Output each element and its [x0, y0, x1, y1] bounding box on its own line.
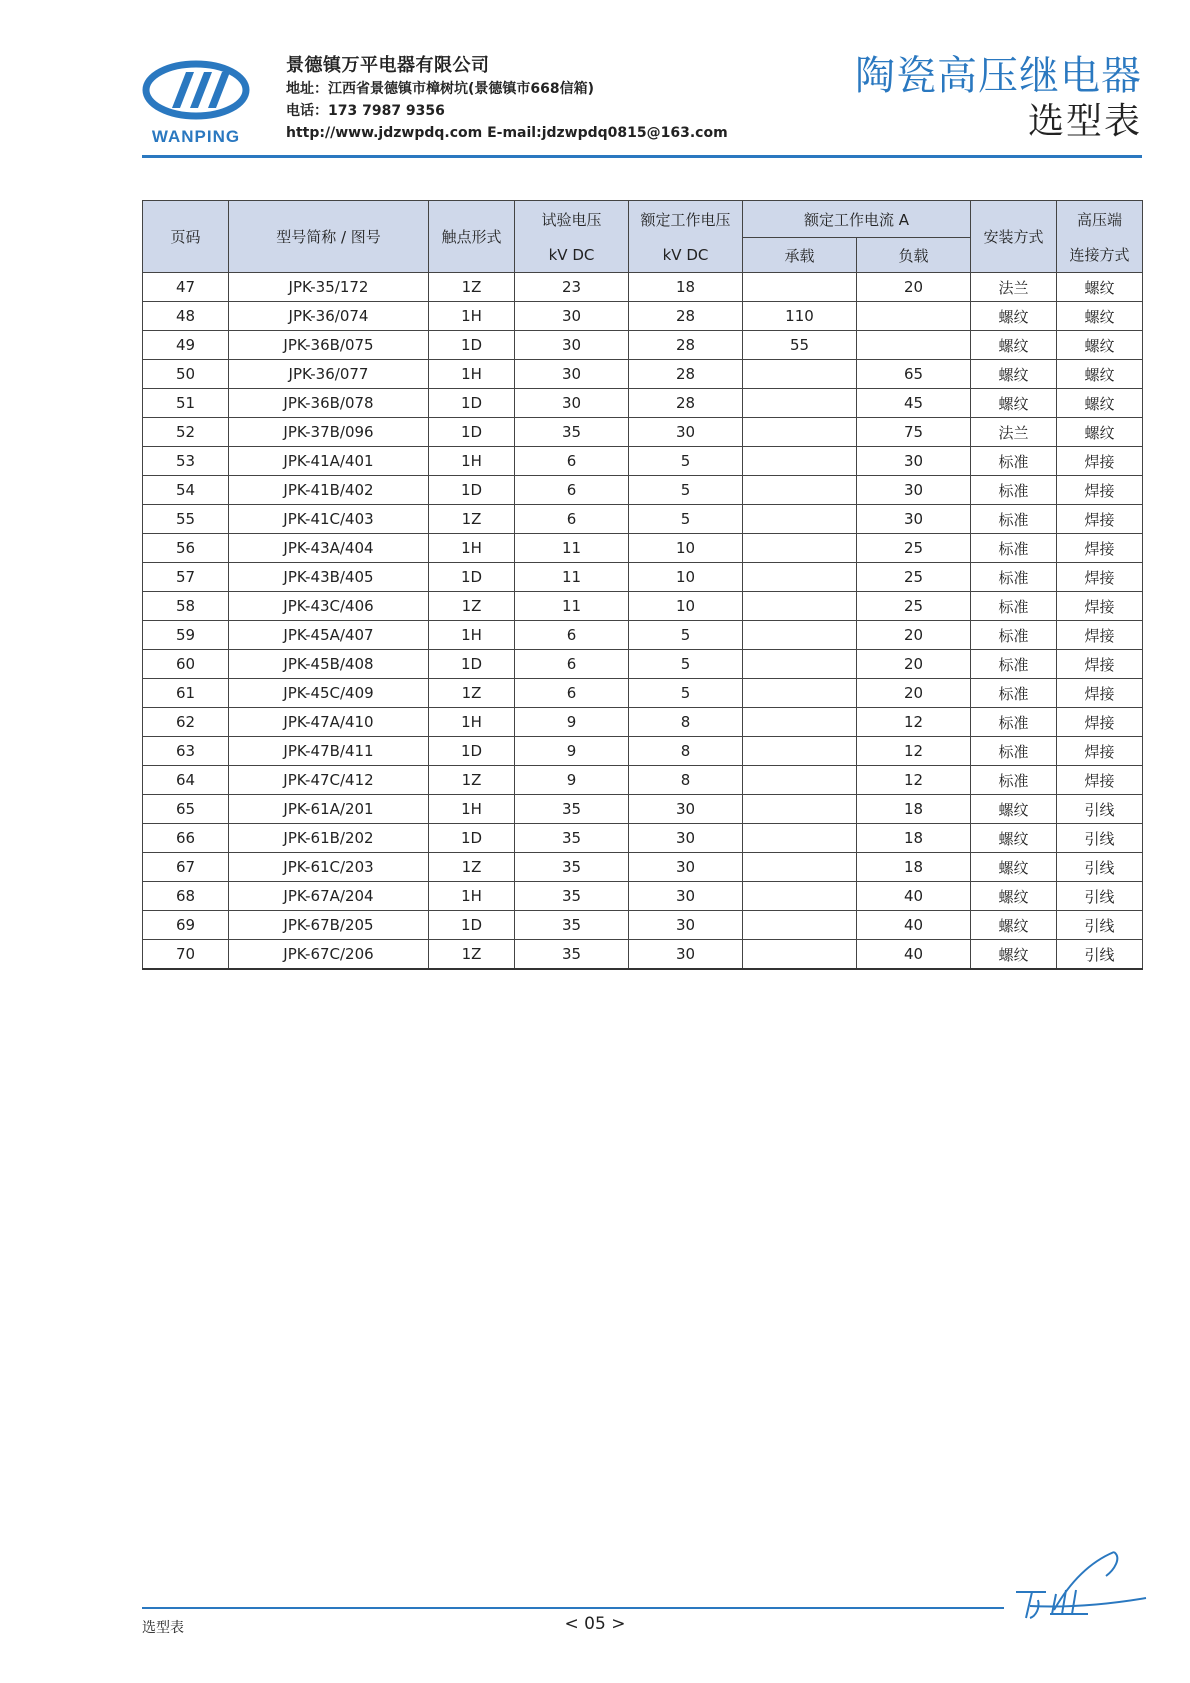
cell-test: 9: [515, 766, 629, 795]
table-body: [143, 273, 1143, 970]
cell-test: 6: [515, 447, 629, 476]
cell-load: 20: [857, 679, 971, 708]
cell-carry: [743, 679, 857, 708]
cell-page: 55: [143, 505, 229, 534]
cell-conn: 焊接: [1057, 737, 1143, 766]
cell-mount: 标准: [971, 563, 1057, 592]
table-header: [143, 201, 1143, 273]
document-title-block: [855, 52, 1142, 144]
cell-carry: [743, 563, 857, 592]
table-row: [143, 389, 1143, 418]
cell-conn: 引线: [1057, 911, 1143, 940]
cell-contact: 1Z: [429, 766, 515, 795]
cell-test: 11: [515, 563, 629, 592]
cell-mount: 法兰: [971, 273, 1057, 302]
cell-model: JPK-67A/204: [229, 882, 429, 911]
cell-model: JPK-61C/203: [229, 853, 429, 882]
cell-page: 66: [143, 824, 229, 853]
table-row: [143, 563, 1143, 592]
cell-rated: 10: [629, 563, 743, 592]
table-row: [143, 853, 1143, 882]
cell-load: 12: [857, 708, 971, 737]
cell-mount: 螺纹: [971, 795, 1057, 824]
cell-carry: [743, 911, 857, 940]
cell-carry: [743, 592, 857, 621]
company-web-email: http://www.jdzwpdq.com E-mail:jdzwpdq0815@163.com: [286, 125, 728, 141]
cell-model: JPK-45A/407: [229, 621, 429, 650]
cell-rated: 5: [629, 679, 743, 708]
header-test-voltage-unit: kV DC: [515, 238, 629, 273]
cell-page: 67: [143, 853, 229, 882]
cell-load: 40: [857, 882, 971, 911]
header-hv-connection: 连接方式: [1057, 238, 1143, 273]
cell-page: 68: [143, 882, 229, 911]
cell-contact: 1H: [429, 360, 515, 389]
cell-load: 25: [857, 563, 971, 592]
cell-page: 53: [143, 447, 229, 476]
header-hv-terminal: 高压端: [1057, 201, 1143, 238]
table-row: [143, 911, 1143, 940]
cell-test: 9: [515, 708, 629, 737]
header-carry: 承载: [743, 238, 857, 273]
cell-contact: 1Z: [429, 273, 515, 302]
company-name: 景德镇万平电器有限公司: [286, 55, 490, 76]
cell-rated: 28: [629, 302, 743, 331]
table-row: [143, 708, 1143, 737]
cell-carry: [743, 534, 857, 563]
cell-page: 59: [143, 621, 229, 650]
cell-test: 30: [515, 331, 629, 360]
cell-page: 65: [143, 795, 229, 824]
company-info: [286, 54, 728, 144]
cell-carry: [743, 273, 857, 302]
cell-test: 6: [515, 679, 629, 708]
table-row: [143, 505, 1143, 534]
table-row: [143, 650, 1143, 679]
cell-mount: 标准: [971, 592, 1057, 621]
cell-carry: [743, 650, 857, 679]
cell-test: 6: [515, 621, 629, 650]
cell-mount: 标准: [971, 679, 1057, 708]
cell-rated: 5: [629, 447, 743, 476]
cell-rated: 10: [629, 534, 743, 563]
cell-load: [857, 302, 971, 331]
table-row: [143, 882, 1143, 911]
cell-model: JPK-36/077: [229, 360, 429, 389]
cell-load: 12: [857, 737, 971, 766]
header-rated-current: 额定工作电流 A: [743, 201, 971, 238]
table-row: [143, 360, 1143, 389]
cell-test: 6: [515, 650, 629, 679]
cell-load: 40: [857, 940, 971, 970]
cell-mount: 法兰: [971, 418, 1057, 447]
header-rated-voltage-unit: kV DC: [629, 238, 743, 273]
cell-contact: 1H: [429, 795, 515, 824]
cell-model: JPK-36B/078: [229, 389, 429, 418]
cell-mount: 标准: [971, 476, 1057, 505]
document-title: 陶瓷高压继电器: [855, 53, 1142, 99]
cell-carry: [743, 360, 857, 389]
table-row: [143, 795, 1143, 824]
cell-carry: [743, 447, 857, 476]
footer-divider: [142, 1607, 1004, 1609]
cell-conn: 螺纹: [1057, 331, 1143, 360]
cell-carry: [743, 795, 857, 824]
cell-test: 35: [515, 418, 629, 447]
cell-carry: [743, 882, 857, 911]
cell-page: 58: [143, 592, 229, 621]
cell-conn: 引线: [1057, 824, 1143, 853]
cell-page: 51: [143, 389, 229, 418]
cell-page: 61: [143, 679, 229, 708]
cell-conn: 焊接: [1057, 650, 1143, 679]
cell-carry: [743, 505, 857, 534]
cell-test: 35: [515, 940, 629, 970]
cell-contact: 1D: [429, 911, 515, 940]
header-contact: 触点形式: [429, 201, 515, 273]
cell-test: 30: [515, 389, 629, 418]
table-row: [143, 737, 1143, 766]
cell-conn: 焊接: [1057, 679, 1143, 708]
cell-page: 47: [143, 273, 229, 302]
cell-load: 45: [857, 389, 971, 418]
cell-mount: 标准: [971, 447, 1057, 476]
cell-mount: 标准: [971, 621, 1057, 650]
cell-load: 65: [857, 360, 971, 389]
cell-conn: 焊接: [1057, 476, 1143, 505]
cell-conn: 螺纹: [1057, 302, 1143, 331]
cell-carry: [743, 853, 857, 882]
cell-mount: 标准: [971, 737, 1057, 766]
selection-table: [142, 200, 1143, 970]
cell-rated: 5: [629, 621, 743, 650]
cell-load: 25: [857, 534, 971, 563]
cell-contact: 1Z: [429, 679, 515, 708]
cell-page: 57: [143, 563, 229, 592]
table-row: [143, 592, 1143, 621]
cell-conn: 螺纹: [1057, 360, 1143, 389]
cell-model: JPK-47B/411: [229, 737, 429, 766]
header-mount: 安装方式: [971, 201, 1057, 273]
cell-carry: 55: [743, 331, 857, 360]
cell-model: JPK-61A/201: [229, 795, 429, 824]
cell-rated: 8: [629, 708, 743, 737]
cell-model: JPK-41C/403: [229, 505, 429, 534]
cell-rated: 30: [629, 882, 743, 911]
cell-carry: 110: [743, 302, 857, 331]
cell-load: [857, 331, 971, 360]
cell-load: 30: [857, 505, 971, 534]
cell-model: JPK-43B/405: [229, 563, 429, 592]
cell-carry: [743, 621, 857, 650]
cell-conn: 焊接: [1057, 534, 1143, 563]
cell-conn: 焊接: [1057, 621, 1143, 650]
cell-conn: 焊接: [1057, 708, 1143, 737]
cell-model: JPK-61B/202: [229, 824, 429, 853]
cell-carry: [743, 418, 857, 447]
cell-contact: 1Z: [429, 940, 515, 970]
header-load: 负载: [857, 238, 971, 273]
cell-model: JPK-37B/096: [229, 418, 429, 447]
cell-rated: 18: [629, 273, 743, 302]
cell-test: 30: [515, 302, 629, 331]
cell-model: JPK-41B/402: [229, 476, 429, 505]
cell-carry: [743, 476, 857, 505]
cell-rated: 5: [629, 505, 743, 534]
cell-page: 62: [143, 708, 229, 737]
cell-contact: 1D: [429, 418, 515, 447]
cell-model: JPK-43A/404: [229, 534, 429, 563]
cell-test: 23: [515, 273, 629, 302]
cell-conn: 引线: [1057, 853, 1143, 882]
cell-model: JPK-45B/408: [229, 650, 429, 679]
cell-model: JPK-41A/401: [229, 447, 429, 476]
cell-load: 30: [857, 447, 971, 476]
cell-rated: 30: [629, 853, 743, 882]
cell-carry: [743, 708, 857, 737]
cell-carry: [743, 940, 857, 970]
cell-mount: 螺纹: [971, 882, 1057, 911]
document-subtitle: 选型表: [1027, 101, 1142, 142]
cell-rated: 5: [629, 476, 743, 505]
cell-test: 11: [515, 592, 629, 621]
cell-contact: 1D: [429, 824, 515, 853]
cell-model: JPK-67B/205: [229, 911, 429, 940]
cell-page: 64: [143, 766, 229, 795]
cell-model: JPK-36/074: [229, 302, 429, 331]
table-row: [143, 447, 1143, 476]
cell-load: 30: [857, 476, 971, 505]
cell-page: 48: [143, 302, 229, 331]
cell-conn: 螺纹: [1057, 389, 1143, 418]
cell-mount: 螺纹: [971, 389, 1057, 418]
cell-rated: 28: [629, 331, 743, 360]
cell-contact: 1H: [429, 621, 515, 650]
cell-contact: 1H: [429, 882, 515, 911]
cell-page: 52: [143, 418, 229, 447]
cell-mount: 标准: [971, 766, 1057, 795]
cell-rated: 10: [629, 592, 743, 621]
cell-conn: 引线: [1057, 940, 1143, 970]
cell-contact: 1Z: [429, 853, 515, 882]
company-logo: [138, 58, 254, 148]
cell-load: 18: [857, 824, 971, 853]
cell-contact: 1D: [429, 476, 515, 505]
table-row: [143, 679, 1143, 708]
table-row: [143, 331, 1143, 360]
cell-test: 35: [515, 795, 629, 824]
cell-carry: [743, 737, 857, 766]
header-divider: [142, 155, 1142, 158]
cell-model: JPK-35/172: [229, 273, 429, 302]
table-row: [143, 476, 1143, 505]
cell-load: 18: [857, 853, 971, 882]
cell-page: 54: [143, 476, 229, 505]
header-page: 页码: [143, 201, 229, 273]
header-model: 型号简称 / 图号: [229, 201, 429, 273]
cell-contact: 1Z: [429, 592, 515, 621]
table-row: [143, 940, 1143, 970]
cell-rated: 8: [629, 766, 743, 795]
cell-contact: 1H: [429, 708, 515, 737]
cell-contact: 1Z: [429, 505, 515, 534]
cell-test: 11: [515, 534, 629, 563]
header-test-voltage: 试验电压: [515, 201, 629, 238]
cell-rated: 30: [629, 940, 743, 970]
cell-load: 12: [857, 766, 971, 795]
cell-contact: 1D: [429, 650, 515, 679]
cell-test: 30: [515, 360, 629, 389]
page-number: < 05 >: [564, 1614, 626, 1634]
cell-carry: [743, 824, 857, 853]
cell-page: 63: [143, 737, 229, 766]
table-row: [143, 766, 1143, 795]
cell-model: JPK-47A/410: [229, 708, 429, 737]
cell-contact: 1H: [429, 534, 515, 563]
cell-test: 35: [515, 911, 629, 940]
cell-contact: 1H: [429, 447, 515, 476]
cell-model: JPK-36B/075: [229, 331, 429, 360]
cell-contact: 1D: [429, 737, 515, 766]
table-row: [143, 824, 1143, 853]
table-row: [143, 273, 1143, 302]
cell-contact: 1D: [429, 389, 515, 418]
cell-page: 56: [143, 534, 229, 563]
cell-rated: 28: [629, 389, 743, 418]
cell-model: JPK-45C/409: [229, 679, 429, 708]
cell-conn: 焊接: [1057, 592, 1143, 621]
cell-mount: 螺纹: [971, 940, 1057, 970]
cell-rated: 5: [629, 650, 743, 679]
cell-mount: 标准: [971, 505, 1057, 534]
cell-test: 9: [515, 737, 629, 766]
cell-page: 70: [143, 940, 229, 970]
footer-label: 选型表: [142, 1620, 184, 1636]
table-row: [143, 621, 1143, 650]
cell-carry: [743, 766, 857, 795]
cell-rated: 30: [629, 911, 743, 940]
cell-rated: 28: [629, 360, 743, 389]
cell-mount: 标准: [971, 708, 1057, 737]
header-rated-voltage: 额定工作电压: [629, 201, 743, 238]
cell-conn: 螺纹: [1057, 418, 1143, 447]
cell-load: 20: [857, 650, 971, 679]
cell-page: 60: [143, 650, 229, 679]
cell-mount: 螺纹: [971, 824, 1057, 853]
cell-conn: 引线: [1057, 795, 1143, 824]
cell-model: JPK-43C/406: [229, 592, 429, 621]
cell-test: 35: [515, 882, 629, 911]
cell-model: JPK-47C/412: [229, 766, 429, 795]
cell-load: 25: [857, 592, 971, 621]
cell-load: 18: [857, 795, 971, 824]
cell-load: 20: [857, 273, 971, 302]
cell-mount: 螺纹: [971, 911, 1057, 940]
cell-mount: 螺纹: [971, 331, 1057, 360]
cell-conn: 焊接: [1057, 447, 1143, 476]
cell-contact: 1H: [429, 302, 515, 331]
cell-conn: 螺纹: [1057, 273, 1143, 302]
cell-page: 69: [143, 911, 229, 940]
table-row: [143, 418, 1143, 447]
cell-conn: 焊接: [1057, 563, 1143, 592]
cell-rated: 30: [629, 824, 743, 853]
cell-test: 35: [515, 853, 629, 882]
cell-mount: 螺纹: [971, 853, 1057, 882]
logo-wordmark: WANPING: [151, 127, 241, 146]
cell-load: 20: [857, 621, 971, 650]
cell-rated: 8: [629, 737, 743, 766]
cell-rated: 30: [629, 795, 743, 824]
cell-page: 50: [143, 360, 229, 389]
cell-load: 75: [857, 418, 971, 447]
cell-mount: 标准: [971, 650, 1057, 679]
cell-conn: 焊接: [1057, 505, 1143, 534]
cell-contact: 1D: [429, 331, 515, 360]
cell-mount: 标准: [971, 534, 1057, 563]
cell-mount: 螺纹: [971, 360, 1057, 389]
table-row: [143, 302, 1143, 331]
cell-conn: 引线: [1057, 882, 1143, 911]
cell-carry: [743, 389, 857, 418]
cell-load: 40: [857, 911, 971, 940]
signature-mark: [1010, 1548, 1150, 1628]
cell-rated: 30: [629, 418, 743, 447]
cell-conn: 焊接: [1057, 766, 1143, 795]
cell-model: JPK-67C/206: [229, 940, 429, 970]
cell-test: 35: [515, 824, 629, 853]
cell-page: 49: [143, 331, 229, 360]
cell-test: 6: [515, 476, 629, 505]
cell-mount: 螺纹: [971, 302, 1057, 331]
cell-contact: 1D: [429, 563, 515, 592]
table-row: [143, 534, 1143, 563]
company-phone: 电话：173 7987 9356: [286, 103, 445, 119]
cell-test: 6: [515, 505, 629, 534]
company-address: 地址：江西省景德镇市樟树坑(景德镇市668信箱): [286, 81, 595, 97]
